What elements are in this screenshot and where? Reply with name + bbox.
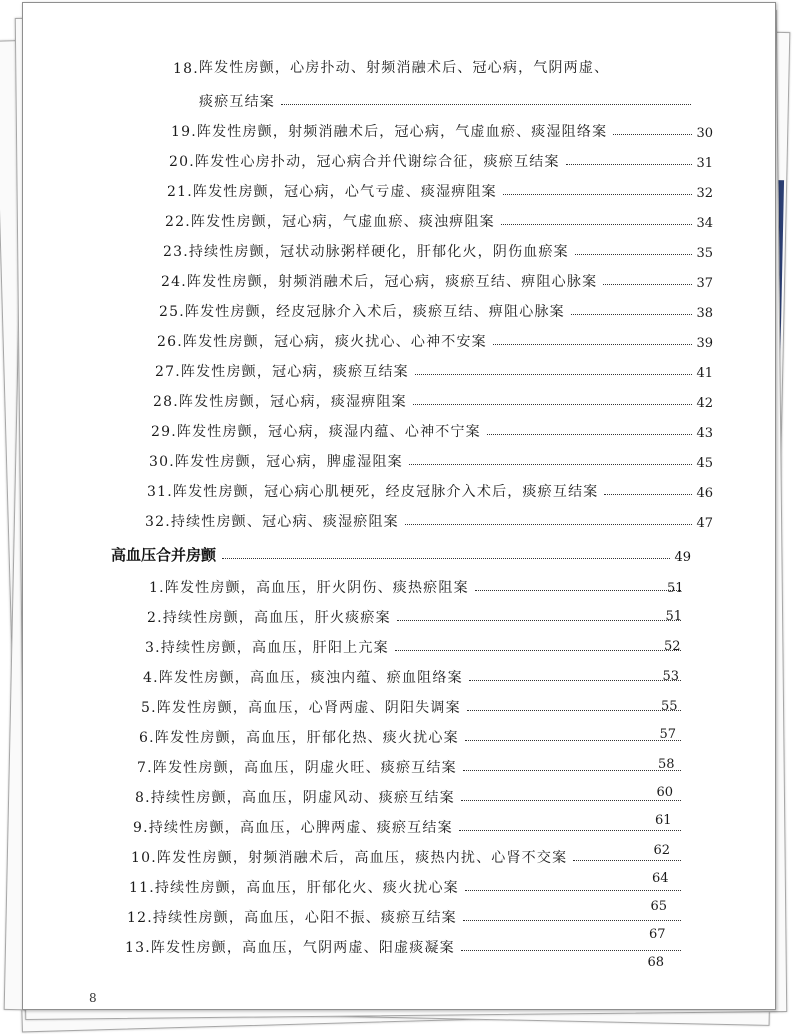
- toc-entry-text: 持续性房颤，冠状动脉粥样硬化，肝郁化火，阴伤血瘀案: [188, 244, 569, 260]
- toc-page-number: 32: [696, 186, 713, 201]
- dot-leader: [493, 344, 693, 345]
- toc-entry-title: [163, 241, 569, 261]
- toc-entry[interactable]: [169, 149, 713, 171]
- toc-page-number: 52: [664, 639, 681, 654]
- toc-entry-title: [131, 847, 567, 867]
- toc-entry-number: 10.: [131, 850, 157, 866]
- toc-entry-title: [127, 907, 457, 927]
- toc-entry[interactable]: [167, 179, 713, 201]
- toc-entry[interactable]: [133, 815, 685, 837]
- dot-leader: [503, 194, 693, 195]
- toc-page-number: 65: [650, 899, 668, 914]
- dot-leader: [463, 770, 681, 771]
- toc-page-number: 42: [696, 396, 713, 411]
- toc-entry-title: [171, 121, 607, 141]
- toc-page-number: 57: [659, 727, 677, 742]
- toc-entry-number: 23.: [163, 244, 189, 260]
- toc-entry-text: 持续性房颤，高血压，肝郁化火、痰火扰心案: [154, 880, 459, 896]
- toc-page-number: 37: [696, 276, 713, 291]
- toc-entry-title: [149, 451, 403, 471]
- toc-entry[interactable]: [141, 695, 685, 717]
- toc-page: [22, 2, 776, 1010]
- toc-entry[interactable]: [159, 299, 713, 321]
- toc-entry[interactable]: [145, 635, 685, 657]
- toc-entry-title: [149, 577, 469, 597]
- toc-entry[interactable]: [149, 575, 685, 597]
- toc-entry-text: 阵发性房颤，冠心病，心气亏虚、痰湿痹阻案: [192, 184, 497, 200]
- toc-entry-title: [165, 211, 495, 231]
- toc-entry-number: 20.: [169, 154, 195, 170]
- dot-leader: [467, 710, 681, 711]
- toc-entry-title: [139, 727, 459, 747]
- toc-entry[interactable]: [147, 479, 713, 501]
- toc-entry-text: 持续性房颤，高血压，阴虚风动、痰瘀互结案: [150, 790, 455, 806]
- toc-page-number: 61: [655, 813, 672, 828]
- toc-page-number: 47: [696, 516, 713, 531]
- toc-page-number: 64: [652, 871, 669, 886]
- toc-entry[interactable]: [153, 389, 713, 411]
- toc-entry[interactable]: [145, 509, 713, 531]
- dot-leader: [461, 950, 681, 951]
- toc-entry-text: 痰瘀互结案: [199, 94, 275, 110]
- dot-leader: [603, 284, 692, 285]
- toc-entry[interactable]: [155, 359, 713, 381]
- dot-leader: [575, 254, 693, 255]
- toc-entry-text: 持续性房颤、冠心病、痰湿瘀阻案: [170, 514, 399, 530]
- dot-leader: [487, 434, 693, 435]
- toc-entry-title: [137, 757, 457, 777]
- toc-entry-number: 25.: [159, 304, 185, 320]
- toc-entry-text: 阵发性房颤，心房扑动、射频消融术后、冠心病，气阴两虚、: [198, 60, 610, 76]
- toc-page-number: 53: [662, 669, 680, 684]
- toc-entry-number: 7.: [137, 760, 153, 776]
- toc-entry[interactable]: [125, 935, 685, 957]
- toc-entry-title: [145, 511, 399, 531]
- toc-page-number: 31: [696, 156, 713, 171]
- dot-leader: [604, 494, 692, 495]
- toc-entry[interactable]: [165, 209, 713, 231]
- toc-entry-number: 27.: [155, 364, 181, 380]
- dot-leader: [459, 830, 681, 831]
- toc-entry-number: 1.: [149, 580, 165, 596]
- toc-entry[interactable]: [127, 905, 685, 927]
- toc-entry[interactable]: [157, 329, 713, 351]
- dot-leader: [573, 860, 681, 861]
- toc-entry[interactable]: [143, 665, 685, 687]
- toc-entry-text: 阵发性房颤，冠心病，气虚血瘀、痰浊痹阻案: [190, 214, 495, 230]
- toc-entry-title: [143, 667, 463, 687]
- toc-page-number: 49: [674, 550, 691, 565]
- toc-entry-title: [135, 787, 455, 807]
- toc-entry-number: 3.: [145, 640, 161, 656]
- toc-entry-number: 30.: [149, 454, 175, 470]
- toc-entry-number: 21.: [167, 184, 193, 200]
- toc-page-number: 34: [696, 216, 713, 231]
- toc-entry-title: [147, 607, 391, 627]
- dot-leader: [395, 650, 681, 651]
- toc-page-number: 67: [649, 927, 666, 942]
- toc-entry-number: 12.: [127, 910, 153, 926]
- toc-entry-number: 4.: [143, 670, 159, 686]
- toc-entry-number: 22.: [165, 214, 191, 230]
- dot-leader: [409, 464, 693, 465]
- toc-entry-number: 29.: [151, 424, 177, 440]
- toc-entry[interactable]: [131, 845, 685, 867]
- toc-entry-text: 阵发性房颤，高血压，气阴两虚、阳虚痰凝案: [150, 940, 455, 956]
- toc-entry-text: 阵发性心房扑动，冠心病合并代谢综合征，痰瘀互结案: [194, 154, 560, 170]
- toc-entry[interactable]: [129, 875, 685, 897]
- toc-entry-number: 6.: [139, 730, 155, 746]
- dot-leader: [413, 404, 693, 405]
- section-title: 高血压合并房颤: [111, 546, 217, 564]
- toc-entry[interactable]: [149, 449, 713, 471]
- toc-page-number: 62: [653, 843, 671, 858]
- toc-entry-text: 阵发性房颤，高血压，痰浊内蕴、瘀血阻络案: [158, 670, 463, 686]
- toc-page-number: 58: [658, 757, 675, 772]
- toc-entry-text: 阵发性房颤，冠心病，痰湿内蕴、心神不宁案: [176, 424, 481, 440]
- toc-entry-text: 阵发性房颤，射频消融术后，高血压，痰热内扰、心肾不交案: [156, 850, 568, 866]
- dot-leader: [405, 524, 693, 525]
- toc-entry-text: 阵发性房颤，高血压，阴虚火旺、痰瘀互结案: [152, 760, 457, 776]
- toc-entry-text: 持续性房颤，高血压，肝阳上亢案: [160, 640, 389, 656]
- toc-page-number: 38: [696, 306, 713, 321]
- toc-section-heading[interactable]: [111, 543, 691, 565]
- toc-entry[interactable]: [163, 239, 713, 261]
- dot-leader: [469, 680, 681, 681]
- toc-entry-title: [151, 421, 481, 441]
- toc-entry-title: [159, 301, 565, 321]
- toc-page-number: 45: [696, 456, 713, 471]
- toc-entry-number: 11.: [129, 880, 155, 896]
- toc-entry-number: 24.: [161, 274, 187, 290]
- toc-page-number: 41: [696, 366, 713, 381]
- toc-entry[interactable]: [139, 725, 685, 747]
- toc-page-number: 51: [665, 609, 683, 624]
- toc-entry-text: 阵发性房颤，冠心病心肌梗死，经皮冠脉介入术后，痰瘀互结案: [172, 484, 599, 500]
- dot-leader: [465, 890, 681, 891]
- dot-leader: [397, 620, 681, 621]
- toc-entry-text: 持续性房颤，高血压，心脾两虚、痰瘀互结案: [148, 820, 453, 836]
- toc-entry-number: 19.: [171, 124, 197, 140]
- toc-entry-title: [129, 877, 459, 897]
- toc-entry-title: [157, 331, 487, 351]
- toc-entry[interactable]: [173, 55, 673, 77]
- toc-entry-text: 阵发性房颤，射频消融术后，冠心病，气虚血瘀、痰湿阻络案: [196, 124, 608, 140]
- toc-entry-number: 18.: [173, 61, 199, 77]
- toc-entry-text: 阵发性房颤，冠心病，脾虚湿阻案: [174, 454, 403, 470]
- toc-entry-title: [167, 181, 497, 201]
- dot-leader: [465, 740, 681, 741]
- toc-entry-title: [141, 697, 461, 717]
- toc-entry-title: [153, 391, 407, 411]
- toc-entry-text: 阵发性房颤，冠心病，痰瘀互结案: [180, 364, 409, 380]
- dot-leader: [281, 104, 691, 105]
- toc-entry[interactable]: [171, 119, 713, 141]
- dot-leader: [571, 314, 693, 315]
- toc-page-number: 46: [696, 486, 713, 501]
- dot-leader: [613, 134, 692, 135]
- toc-entry-number: 9.: [133, 820, 149, 836]
- toc-entry[interactable]: [147, 605, 685, 627]
- toc-entry[interactable]: [161, 269, 713, 291]
- toc-entry[interactable]: [135, 785, 685, 807]
- toc-page-number: 68: [647, 955, 665, 970]
- toc-entry-text: 阵发性房颤，高血压，肝火阴伤、痰热瘀阻案: [164, 580, 469, 596]
- toc-entry-title: [161, 271, 597, 291]
- toc-page-number: 55: [661, 699, 678, 714]
- toc-entry[interactable]: [151, 419, 713, 441]
- toc-entry-text: 阵发性房颤，高血压，心肾两虚、阴阳失调案: [156, 700, 461, 716]
- toc-page-number: 39: [696, 336, 713, 351]
- toc-entry-title: [169, 151, 560, 171]
- toc-entry-text: 阵发性房颤，高血压，肝郁化热、痰火扰心案: [154, 730, 459, 746]
- dot-leader: [463, 920, 681, 921]
- toc-entry-text: 阵发性房颤，冠心病，痰湿痹阻案: [178, 394, 407, 410]
- toc-entry-number: 13.: [125, 940, 151, 956]
- dot-leader: [566, 164, 693, 165]
- toc-entry-text: 阵发性房颤，射频消融术后，冠心病，痰瘀互结、痹阻心脉案: [186, 274, 598, 290]
- toc-entry-title: [133, 817, 453, 837]
- toc-entry-number: 8.: [135, 790, 151, 806]
- dot-leader: [461, 800, 681, 801]
- toc-page-number: 51: [667, 581, 684, 596]
- toc-entry-title: [147, 481, 598, 501]
- dot-leader: [415, 374, 693, 375]
- toc-entry-number: 31.: [147, 484, 173, 500]
- toc-page-number: 43: [696, 426, 713, 441]
- toc-entry-text: 持续性房颤，高血压，心阳不振、痰瘀互结案: [152, 910, 457, 926]
- toc-page-number: 35: [696, 246, 713, 261]
- table-of-contents: [23, 3, 775, 1009]
- toc-entry[interactable]: [137, 755, 685, 777]
- toc-entry-number: 32.: [145, 514, 171, 530]
- dot-leader: [475, 590, 681, 591]
- toc-entry-number: 2.: [147, 610, 163, 626]
- toc-entry-number: 5.: [141, 700, 157, 716]
- toc-entry-text: 阵发性房颤，冠心病，痰火扰心、心神不安案: [182, 334, 487, 350]
- toc-entry-title: [145, 637, 389, 657]
- dot-leader: [222, 558, 670, 559]
- toc-entry[interactable]: [199, 89, 695, 111]
- toc-entry-text: 阵发性房颤，经皮冠脉介入术后，痰瘀互结、痹阻心脉案: [184, 304, 565, 320]
- toc-page-number: 60: [656, 785, 674, 800]
- toc-entry-title: [125, 937, 455, 957]
- toc-entry-number: 28.: [153, 394, 179, 410]
- toc-entry-title: [199, 91, 275, 111]
- toc-entry-number: 26.: [157, 334, 183, 350]
- toc-entry-text: 持续性房颤，高血压，肝火痰瘀案: [162, 610, 391, 626]
- toc-entry-title: [155, 361, 409, 381]
- page-folio: 8: [89, 991, 97, 1005]
- dot-leader: [501, 224, 693, 225]
- toc-page-number: 30: [696, 126, 713, 141]
